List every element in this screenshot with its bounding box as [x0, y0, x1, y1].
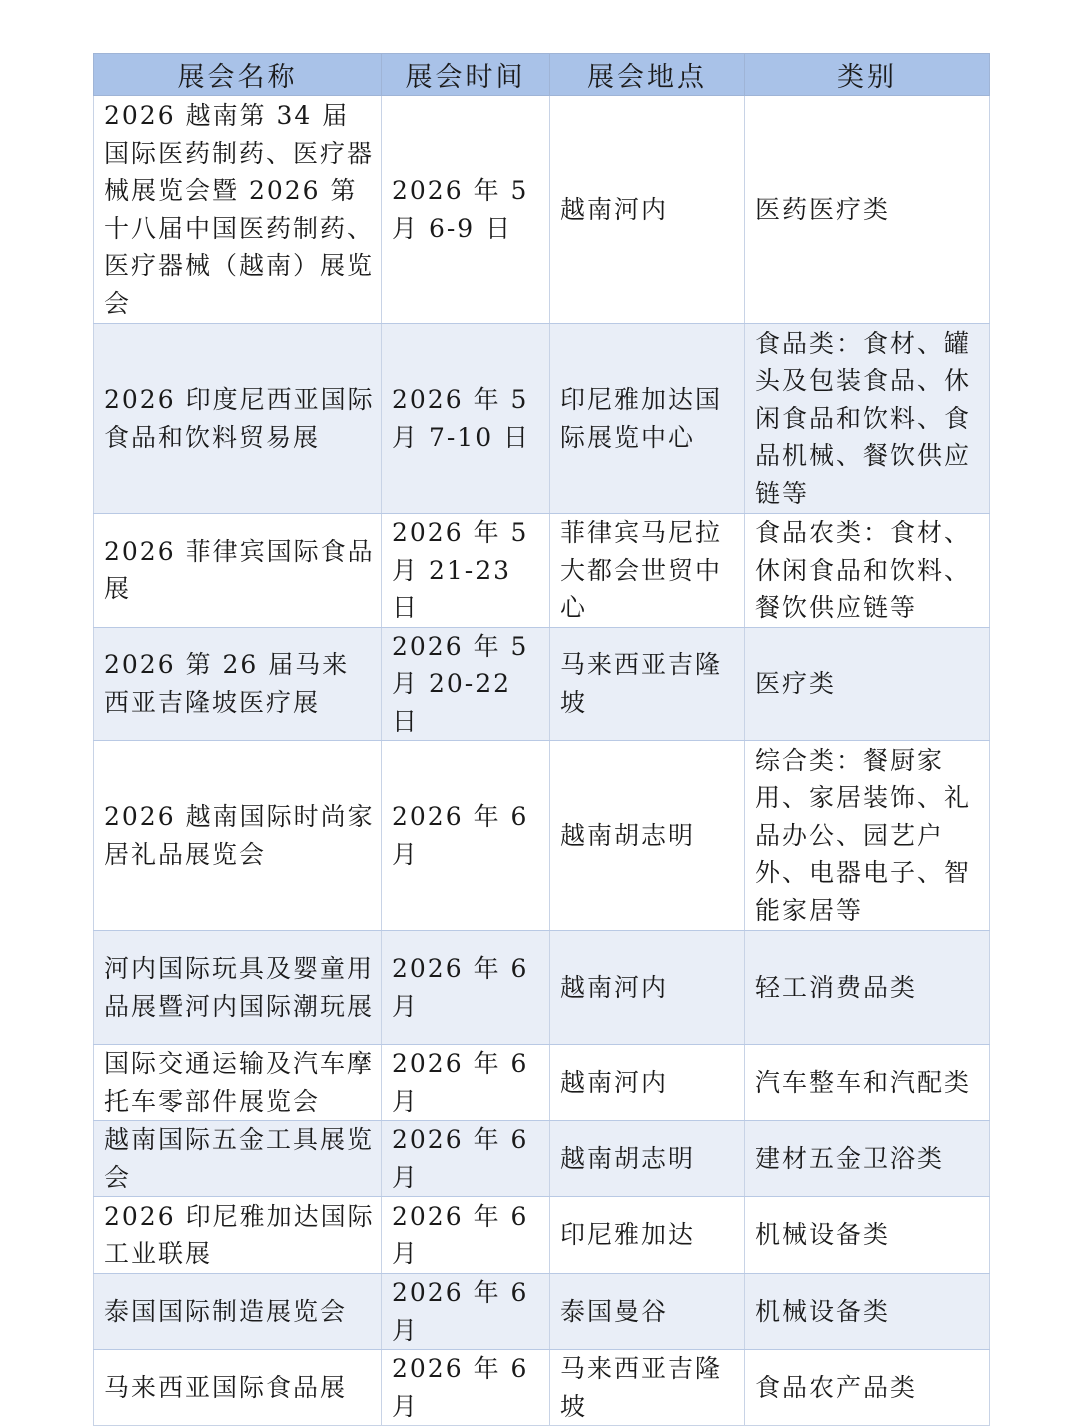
cell-expo-location: 马来西亚吉隆坡: [550, 1350, 745, 1426]
cell-expo-time: 2026 年 6 月: [382, 1045, 550, 1121]
cell-expo-name: 2026 印尼雅加达国际工业联展: [94, 1197, 382, 1274]
cell-category: 食品农类：食材、休闲食品和饮料、餐饮供应链等: [745, 514, 990, 628]
table-row: [94, 627, 990, 741]
cell-expo-name: 2026 越南国际时尚家居礼品展览会: [94, 741, 382, 931]
cell-expo-time: 2026 年 6 月: [382, 1350, 550, 1426]
cell-expo-time: 2026 年 5 月 20-22 日: [382, 627, 550, 741]
header-expo-time: 展会时间: [382, 54, 550, 96]
cell-expo-time: 2026 年 5 月 6-9 日: [382, 96, 550, 324]
cell-expo-name: 河内国际玩具及婴童用品展暨河内国际潮玩展: [94, 931, 382, 1045]
cell-expo-location: 菲律宾马尼拉大都会世贸中心: [550, 514, 745, 628]
cell-category: 食品类：食材、罐头及包装食品、休闲食品和饮料、食品机械、餐饮供应链等: [745, 324, 990, 514]
cell-category: 汽车整车和汽配类: [745, 1045, 990, 1121]
cell-category: 机械设备类: [745, 1274, 990, 1350]
table-header: [94, 54, 990, 96]
header-row: [94, 54, 990, 96]
cell-category: 医疗类: [745, 627, 990, 741]
cell-expo-name: 国际交通运输及汽车摩托车零部件展览会: [94, 1045, 382, 1121]
cell-expo-name: 泰国国际制造展览会: [94, 1274, 382, 1350]
cell-category: 医药医疗类: [745, 96, 990, 324]
header-expo-name: 展会名称: [94, 54, 382, 96]
table-row: [94, 1274, 990, 1350]
table-row: [94, 514, 990, 628]
cell-expo-location: 越南胡志明: [550, 1121, 745, 1197]
cell-expo-location: 越南胡志明: [550, 741, 745, 931]
cell-expo-time: 2026 年 6 月: [382, 1197, 550, 1274]
cell-expo-time: 2026 年 6 月: [382, 931, 550, 1045]
table-body: [94, 96, 990, 1426]
cell-expo-name: 越南国际五金工具展览会: [94, 1121, 382, 1197]
cell-category: 建材五金卫浴类: [745, 1121, 990, 1197]
cell-category: 机械设备类: [745, 1197, 990, 1274]
table-row: [94, 1121, 990, 1197]
cell-expo-name: 2026 第 26 届马来西亚吉隆坡医疗展: [94, 627, 382, 741]
table-row: [94, 1197, 990, 1274]
header-category: 类别: [745, 54, 990, 96]
cell-expo-time: 2026 年 5 月 7-10 日: [382, 324, 550, 514]
cell-expo-location: 越南河内: [550, 1045, 745, 1121]
table-row: [94, 96, 990, 324]
cell-expo-location: 印尼雅加达: [550, 1197, 745, 1274]
cell-expo-location: 越南河内: [550, 931, 745, 1045]
cell-expo-time: 2026 年 6 月: [382, 1274, 550, 1350]
cell-expo-time: 2026 年 6 月: [382, 1121, 550, 1197]
table-row: [94, 1350, 990, 1426]
cell-expo-name: 2026 印度尼西亚国际食品和饮料贸易展: [94, 324, 382, 514]
cell-expo-name: 马来西亚国际食品展: [94, 1350, 382, 1426]
header-expo-location: 展会地点: [550, 54, 745, 96]
cell-expo-name: 2026 越南第 34 届国际医药制药、医疗器械展览会暨 2026 第十八届中国医药制药、医疗器械（越南）展览会: [94, 96, 382, 324]
cell-expo-location: 越南河内: [550, 96, 745, 324]
expo-table: [93, 53, 990, 1426]
cell-expo-location: 泰国曼谷: [550, 1274, 745, 1350]
cell-category: 轻工消费品类: [745, 931, 990, 1045]
table-row: [94, 324, 990, 514]
table-row: [94, 1045, 990, 1121]
table-row: [94, 931, 990, 1045]
cell-expo-name: 2026 菲律宾国际食品展: [94, 514, 382, 628]
cell-expo-time: 2026 年 6 月: [382, 741, 550, 931]
cell-category: 食品农产品类: [745, 1350, 990, 1426]
table-row: [94, 741, 990, 931]
cell-expo-location: 马来西亚吉隆坡: [550, 627, 745, 741]
cell-expo-location: 印尼雅加达国际展览中心: [550, 324, 745, 514]
cell-category: 综合类：餐厨家用、家居装饰、礼品办公、园艺户外、电器电子、智能家居等: [745, 741, 990, 931]
cell-expo-time: 2026 年 5 月 21-23 日: [382, 514, 550, 628]
